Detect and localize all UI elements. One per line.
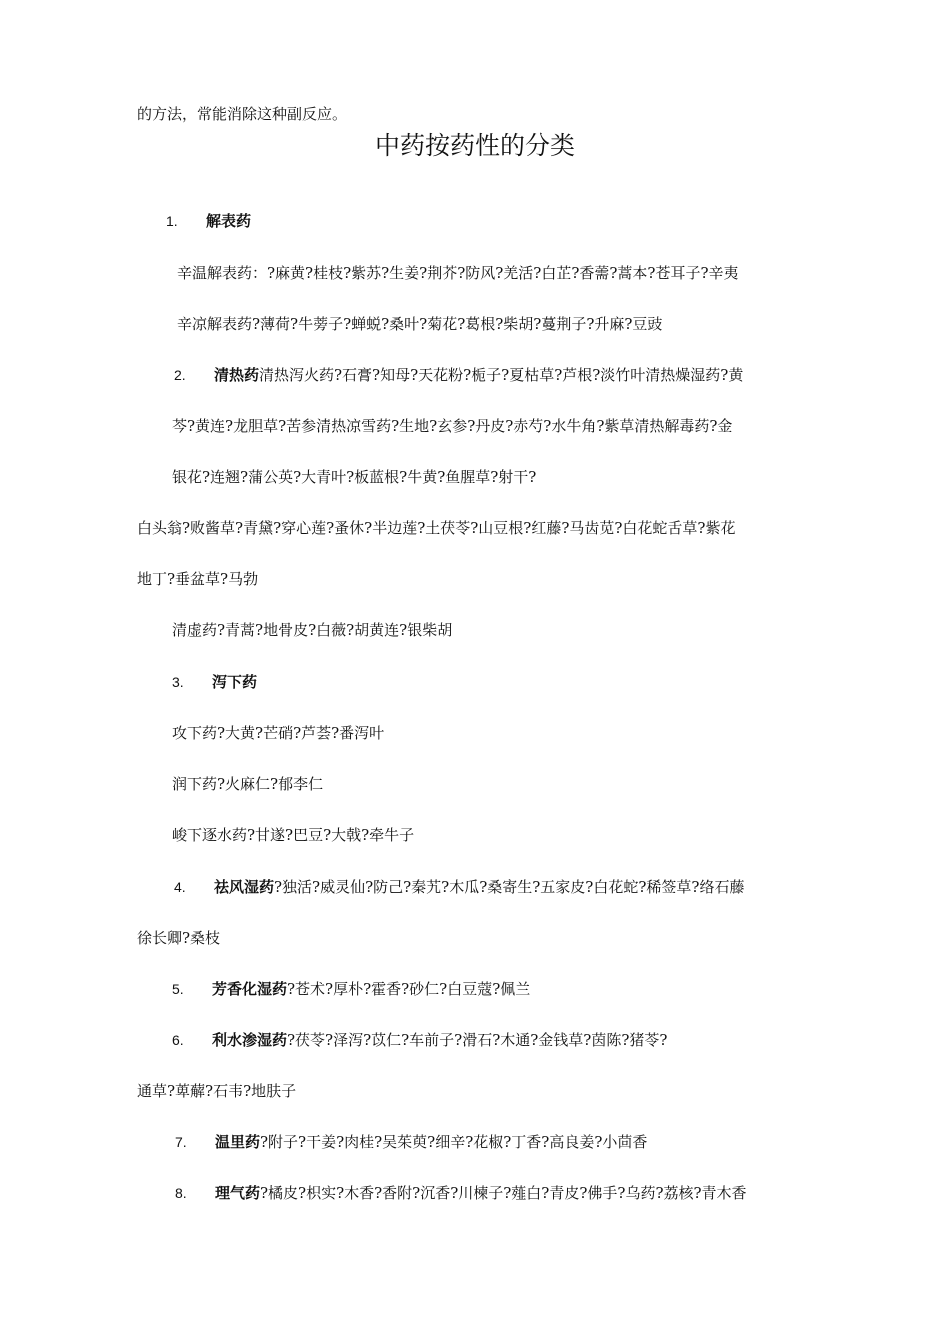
section-2-header	[174, 365, 743, 385]
section-5-line-1: ?苍术?厚朴?霍香?砂仁?白豆蔻?佩兰	[287, 980, 531, 998]
section-2-line-5: 地丁?垂盆草?马勃	[137, 570, 259, 588]
section-6-line-1: ?茯苓?泽泻?苡仁?车前子?滑石?木通?金钱草?茵陈?猪苓?	[287, 1031, 668, 1049]
section-1-heading: 解表药	[206, 212, 252, 230]
section-2-number: 2.	[174, 367, 186, 383]
section-6-heading: 利水渗湿药	[212, 1031, 288, 1049]
section-1-line-2: 辛凉解表药?薄荷?牛蒡子?蝉蜕?桑叶?菊花?葛根?柴胡?蔓荆子?升麻?豆豉	[177, 315, 663, 333]
section-2-line-2: 芩?黄连?龙胆草?苦参清热凉雪药?生地?玄参?丹皮?赤芍?水牛角?紫草清热解毒药?金	[172, 417, 733, 435]
section-1-line-1: 辛温解表药：?麻黄?桂枝?紫苏?生姜?荆芥?防风?羌活?白芷?香薷?蒿本?苍耳子?辛夷	[177, 264, 739, 282]
section-2-line-3: 银花?连翘?蒲公英?大青叶?板蓝根?牛黄?鱼腥草?射干?	[172, 468, 537, 486]
section-5-header	[172, 979, 530, 999]
page-title: 中药按药性的分类	[374, 131, 575, 160]
section-6-number: 6.	[172, 1032, 184, 1048]
section-4-line-2: 徐长卿?桑枝	[137, 929, 221, 947]
section-5-heading: 芳香化湿药	[212, 980, 288, 998]
section-8-number: 8.	[175, 1185, 187, 1201]
section-8-heading: 理气药	[215, 1184, 261, 1202]
section-3-line-2: 润下药?火麻仁?郁李仁	[172, 775, 324, 793]
section-4-line-1: ?独活?威灵仙?防己?秦艽?木瓜?桑寄生?五家皮?白花蛇?稀签草?络石藤	[274, 878, 745, 896]
section-2-heading: 清热药	[214, 366, 260, 384]
section-7-header	[175, 1132, 647, 1152]
section-3-number: 3.	[172, 674, 184, 690]
section-6-line-2: 通草?萆薢?石韦?地肤子	[137, 1082, 297, 1100]
section-2-line-4: 白头翁?败酱草?青黛?穿心莲?蚤休?半边莲?土茯苓?山豆根?红藤?马齿苋?白花蛇舌草?紫花	[137, 519, 736, 537]
section-3-line-3: 峻下逐水药?甘遂?巴豆?大戟?牵牛子	[172, 826, 415, 844]
section-4-header	[174, 877, 744, 897]
section-3-header	[172, 672, 257, 692]
section-4-number: 4.	[174, 879, 186, 895]
section-7-line-1: ?附子?干姜?肉桂?吴茱萸?细辛?花椒?丁香?高良姜?小茴香	[260, 1133, 648, 1151]
section-2-line-6: 清虚药?青蒿?地骨皮?白薇?胡黄连?银柴胡	[172, 621, 453, 639]
section-7-heading: 温里药	[215, 1133, 261, 1151]
section-8-line-1: ?橘皮?枳实?木香?香附?沉香?川楝子?薤白?青皮?佛手?乌药?荔核?青木香	[260, 1184, 747, 1202]
section-8-header	[175, 1183, 747, 1203]
section-6-header	[172, 1030, 667, 1050]
section-4-heading: 祛风湿药	[214, 878, 275, 896]
section-1-header	[166, 211, 251, 231]
intro-text: 的方法，常能消除这种副反应。	[137, 105, 348, 123]
section-2-line-1: 清热泻火药?石膏?知母?天花粉?栀子?夏枯草?芦根?淡竹叶清热燥湿药?黄	[259, 366, 744, 384]
section-7-number: 7.	[175, 1134, 187, 1150]
section-1-number: 1.	[166, 213, 178, 229]
section-5-number: 5.	[172, 981, 184, 997]
section-3-line-1: 攻下药?大黄?芒硝?芦荟?番泻叶	[172, 724, 385, 742]
section-3-heading: 泻下药	[212, 673, 258, 691]
